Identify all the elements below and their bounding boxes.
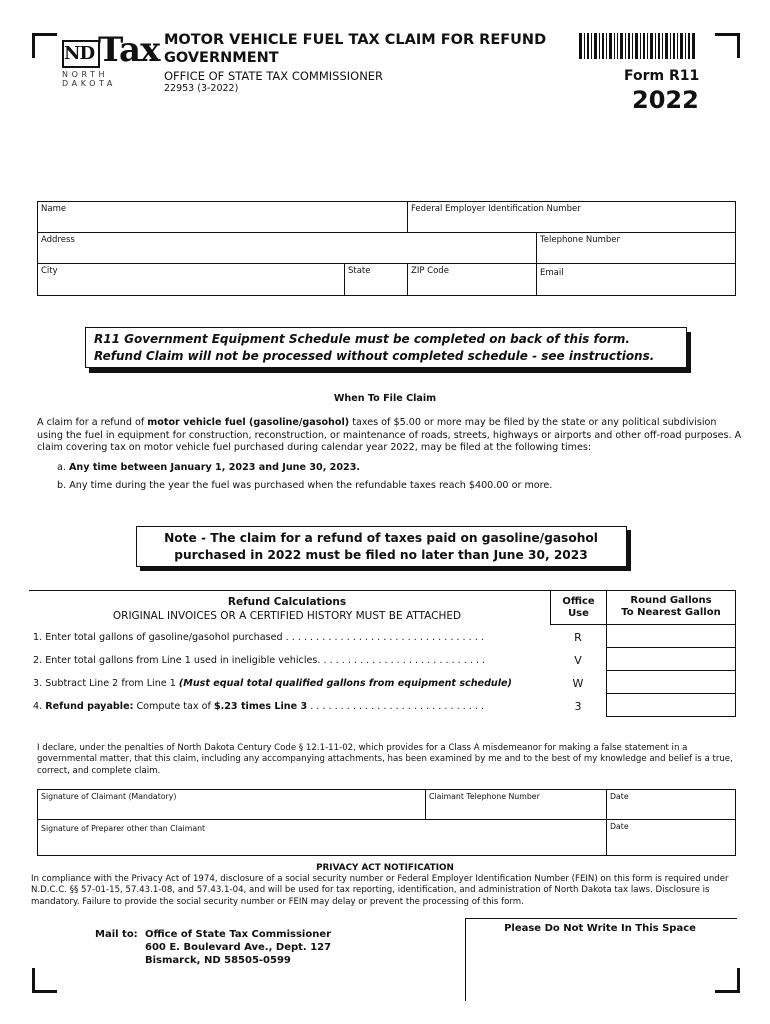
telephone-field[interactable] [536, 232, 736, 264]
declaration-text: I declare, under the penalties of North Dakota Century Code § 12.1-11-02, which provides for a Class A misdemeanor for making a false statement in a governmental matter, that this claim, including any accompanying attachments, has been examined by me and to the best of my knowledge and belief is a true, correct, and complete claim. [37, 743, 733, 776]
when-item-b-prefix: b. [57, 480, 70, 491]
claimant-phone-field[interactable] [425, 789, 607, 820]
fein-label: Federal Employer Identification Number [411, 204, 581, 214]
preparer-date-field[interactable] [606, 819, 736, 856]
line2-gallons-input[interactable] [606, 647, 736, 671]
round-gallons-header [606, 591, 736, 625]
logo-nd-text: ND [64, 43, 95, 64]
refund-line1-label: 1. Enter total gallons of gasoline/gasohol purchased . . . . . . . . . . . . . . . . . . . . . . . . . . . . . . . . . [33, 632, 484, 643]
office-code-3: 3 [574, 700, 582, 713]
refund-line2-label: 2. Enter total gallons from Line 1 used in ineligible vehicles. . . . . . . . . . . . . . . . . . . . . . . . . . . . [33, 655, 486, 666]
city-field[interactable] [37, 263, 345, 296]
corner-mark-bottom-left [32, 968, 57, 993]
office-use-header [550, 591, 607, 625]
when-item-a-prefix: a. [57, 462, 69, 473]
name-field[interactable] [37, 201, 408, 233]
nd-tax-logo [62, 30, 160, 88]
office-name: OFFICE OF STATE TAX COMMISSIONER [164, 69, 384, 83]
note-line2: purchased in 2022 must be filed no later than June 30, 2023 [174, 548, 588, 562]
claimant-date-field[interactable] [606, 789, 736, 820]
mail-address-line1: Office of State Tax Commissioner [145, 929, 332, 940]
name-label: Name [41, 204, 67, 214]
when-paragraph [37, 417, 743, 455]
corner-mark-top-left [32, 33, 57, 58]
do-not-write-label: Please Do Not Write In This Space [504, 923, 696, 934]
claimant-phone-label: Claimant Telephone Number [429, 792, 540, 801]
refund-line4-mid: Compute tax of [133, 701, 214, 712]
address-field[interactable] [37, 232, 537, 264]
when-heading: When To File Claim [333, 393, 437, 404]
mail-address-line2: 600 E. Boulevard Ave., Dept. 127 [145, 942, 332, 953]
office-code-r: R [574, 631, 582, 644]
city-label: City [41, 266, 58, 276]
refund-line4-bold1: Refund payable: [45, 701, 134, 712]
line4-refund-input[interactable] [606, 693, 736, 717]
when-text-bold: motor vehicle fuel (gasoline/gasohol) [147, 417, 350, 428]
refund-line4-bold2: $.23 times Line 3 [213, 701, 308, 712]
claimant-signature-field[interactable] [37, 789, 426, 820]
privacy-heading: PRIVACY ACT NOTIFICATION [316, 863, 454, 873]
when-item-a [57, 462, 360, 475]
privacy-text: In compliance with the Privacy Act of 1974, disclosure of a social security number or Federal Employer Identification Number (FEIN) on this form is required under N.D.C.C. §§ 57-01-15, 57.43.1-08, and 57.43.1-04, and will be used for tax reporting, identification, and administration of North Dakota tax laws. Disclosure is mandatory. Failure to provide the social security number or FEIN may delay or prevent the processing of this form. [31, 874, 729, 907]
preparer-signature-label: Signature of Preparer other than Claimant [41, 824, 206, 833]
state-field[interactable] [344, 263, 408, 296]
corner-mark-top-right [715, 33, 740, 58]
when-text-post: taxes of $5.00 or more may be filed by the state or any political subdivision using the fuel in equipment for construction, reconstruction, or maintenance of roads, streets, highways or airports and other off-road purposes. A claim covering tax on motor vehicle fuel purchased during calendar year 2022, may be filed at the following times: [37, 417, 742, 454]
barcode-image [579, 33, 695, 59]
refund-line3-italic: (Must equal total qualified gallons from equipment schedule) [178, 678, 512, 689]
form-code: 22953 (3-2022) [164, 83, 239, 94]
when-text-pre: A claim for a refund of [37, 417, 148, 428]
refund-line4-label [33, 701, 484, 712]
form-title-line2: GOVERNMENT [164, 50, 279, 66]
refund-line4-prefix: 4. [33, 701, 46, 712]
refund-heading: Refund Calculations [227, 596, 347, 608]
round-gallons-line2: To Nearest Gallon [621, 607, 721, 618]
claimant-date-label: Date [610, 792, 629, 801]
office-code-w: W [572, 677, 584, 690]
email-field[interactable] [536, 263, 736, 296]
office-code-v: V [574, 654, 582, 667]
note-line1: Note - The claim for a refund of taxes paid on gasoline/gasohol [164, 531, 598, 545]
do-not-write-box [465, 918, 737, 1001]
form-year: 2022 [632, 86, 699, 114]
telephone-label: Telephone Number [540, 235, 621, 245]
note-box [136, 526, 627, 567]
logo-north-dakota-text: NORTH DAKOTA [62, 70, 116, 88]
office-use-line2: Use [568, 608, 589, 619]
refund-line3-text: 3. Subtract Line 2 from Line 1 [33, 678, 179, 689]
fein-field[interactable] [407, 201, 736, 233]
logo-tax-text: Tax [98, 30, 160, 70]
refund-line4-dots: . . . . . . . . . . . . . . . . . . . . . . . . . . . . . [307, 701, 485, 712]
mail-to-label: Mail to: [95, 929, 138, 940]
notice-box [85, 327, 687, 368]
when-item-a-text: Any time between January 1, 2023 and June 30, 2023. [68, 462, 361, 473]
zip-field[interactable] [407, 263, 537, 296]
notice-line2: Refund Claim will not be processed without completed schedule - see instructions. [94, 349, 655, 363]
mail-address-line3: Bismarck, ND 58505-0599 [145, 955, 291, 966]
when-item-b-text: Any time during the year the fuel was purchased when the refundable taxes reach $400.00 or more. [69, 480, 553, 491]
preparer-signature-field[interactable] [37, 819, 607, 856]
claimant-signature-label: Signature of Claimant (Mandatory) [41, 792, 177, 801]
zip-label: ZIP Code [411, 266, 449, 276]
form-name: Form R11 [624, 68, 700, 84]
preparer-date-label: Date [610, 822, 629, 831]
refund-subheading: ORIGINAL INVOICES OR A CERTIFIED HISTORY MUST BE ATTACHED [112, 610, 462, 622]
form-title-line1: MOTOR VEHICLE FUEL TAX CLAIM FOR REFUND [164, 32, 547, 48]
round-gallons-line1: Round Gallons [630, 595, 712, 606]
email-label: Email [540, 268, 564, 278]
notice-line1: R11 Government Equipment Schedule must be completed on back of this form. [94, 332, 630, 346]
line1-gallons-input[interactable] [606, 624, 736, 648]
office-use-line1: Office [562, 596, 595, 607]
refund-line3-label [33, 678, 512, 689]
state-label: State [348, 266, 371, 276]
address-label: Address [41, 235, 75, 245]
line3-gallons-input[interactable] [606, 670, 736, 694]
when-item-b [57, 480, 552, 493]
